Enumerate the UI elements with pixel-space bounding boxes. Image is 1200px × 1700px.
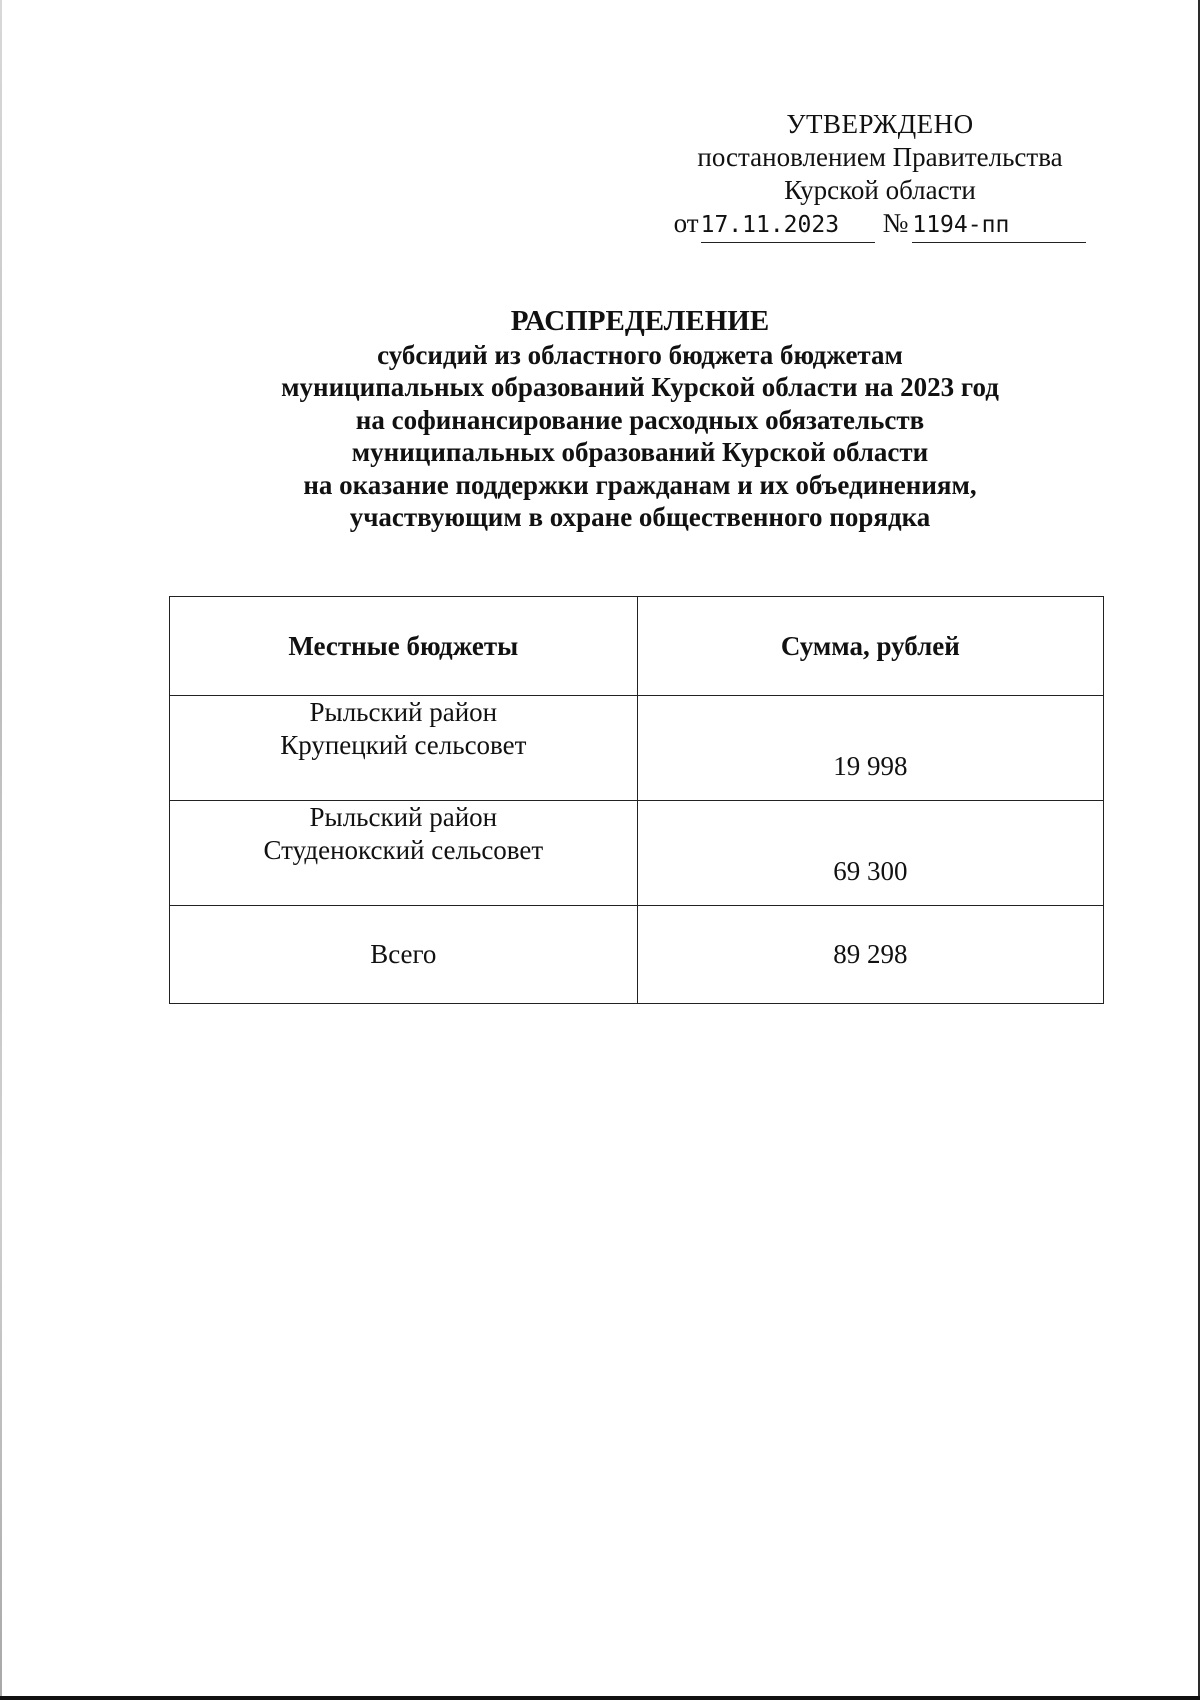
approval-title: УТВЕРЖДЕНО xyxy=(786,109,974,139)
budget-name-cell xyxy=(170,696,638,801)
table-row xyxy=(170,696,1104,801)
subtitle-line-3: на софинансирование расходных обязательств xyxy=(355,404,925,435)
approval-number: 1194-пп xyxy=(912,209,1086,243)
approval-date: 17.11.2023 xyxy=(701,209,875,243)
table-row xyxy=(170,801,1104,906)
document-title: РАСПРЕДЕЛЕНИЕ xyxy=(510,305,770,337)
total-label: Всего xyxy=(170,906,638,1004)
district-name: Рыльский район xyxy=(309,697,498,727)
approval-line-1: постановлением Правительства xyxy=(697,142,1063,172)
subtitle-line-1: субсидий из областного бюджета бюджетам xyxy=(377,339,903,370)
header-amount: Сумма, рублей xyxy=(637,597,1103,696)
scan-edge-left xyxy=(0,0,2,1700)
table-header-row xyxy=(170,597,1104,696)
approval-block xyxy=(660,108,1100,243)
header-local-budgets: Местные бюджеты xyxy=(170,597,638,696)
council-name: Студенокский сельсовет xyxy=(263,835,544,865)
number-sign: № xyxy=(882,208,909,238)
approval-date-line xyxy=(660,207,1100,243)
budget-name-cell xyxy=(170,801,638,906)
subtitle-line-2: муниципальных образований Курской области на 2023 год xyxy=(281,372,999,402)
subtitle-line-4: муниципальных образований Курской области xyxy=(351,437,929,467)
amount-cell: 19 998 xyxy=(637,696,1103,801)
approval-line-2: Курской области xyxy=(784,175,976,205)
subtitle-line-6: участвующим в охране общественного порядка xyxy=(349,502,931,532)
scan-edge-bottom xyxy=(0,1696,1200,1700)
council-name: Крупецкий сельсовет xyxy=(280,730,527,760)
total-row xyxy=(170,906,1104,1004)
document-heading xyxy=(150,305,1130,534)
distribution-table xyxy=(169,596,1104,1004)
date-prefix: от xyxy=(673,208,699,238)
amount-cell: 69 300 xyxy=(637,801,1103,906)
subtitle-line-5: на оказание поддержки гражданам и их объединениям, xyxy=(303,469,977,500)
district-name: Рыльский район xyxy=(309,802,498,832)
total-amount: 89 298 xyxy=(637,906,1103,1004)
